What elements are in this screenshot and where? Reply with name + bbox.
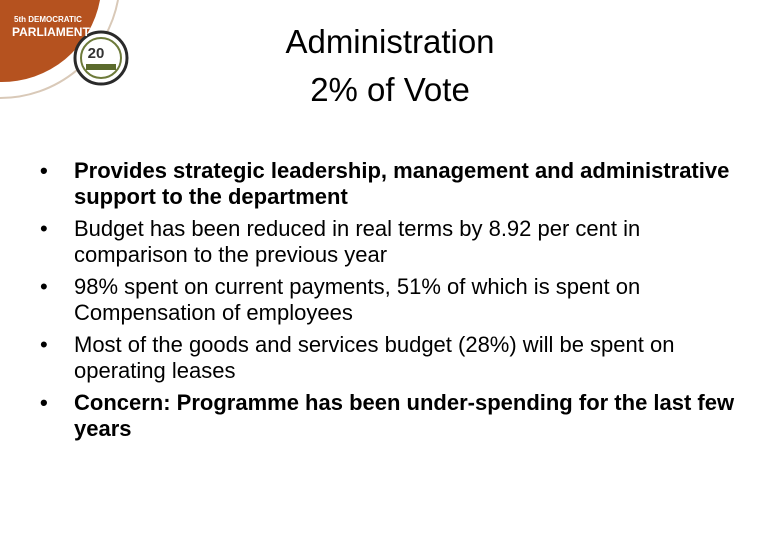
bullet-item <box>30 158 750 210</box>
bullet-dot: • <box>40 158 48 183</box>
bullet-item <box>30 216 750 268</box>
bullet-dot: • <box>40 216 48 241</box>
title-line-2: 2% of Vote <box>310 71 470 108</box>
slide-title <box>150 18 630 114</box>
bullet-dot: • <box>40 274 48 299</box>
parliament-logo-graphic <box>0 0 150 110</box>
bullet-list <box>30 158 750 448</box>
bullet-dot: • <box>40 332 48 357</box>
bullet-text: 98% spent on current payments, 51% of which is spent on Compensation of employees <box>74 274 641 325</box>
logo-badge-number: 20 <box>87 45 105 62</box>
title-line-1: Administration <box>285 23 495 60</box>
logo-badge-building <box>86 64 116 70</box>
bullet-text: Provides strategic leadership, management and administrative support to the department <box>74 158 730 209</box>
bullet-dot: • <box>40 390 48 415</box>
parliament-logo <box>0 0 150 110</box>
bullet-item <box>30 332 750 384</box>
logo-line1: 5th DEMOCRATIC <box>14 15 82 24</box>
bullet-text: Budget has been reduced in real terms by 8.92 per cent in comparison to the previous year <box>74 216 641 267</box>
bullet-text: Concern: Programme has been under-spending for the last few years <box>74 390 735 441</box>
bullet-item <box>30 274 750 326</box>
logo-line2: PARLIAMENT <box>12 25 90 39</box>
bullet-text: Most of the goods and services budget (28%) will be spent on operating leases <box>74 332 675 383</box>
bullet-item <box>30 390 750 442</box>
